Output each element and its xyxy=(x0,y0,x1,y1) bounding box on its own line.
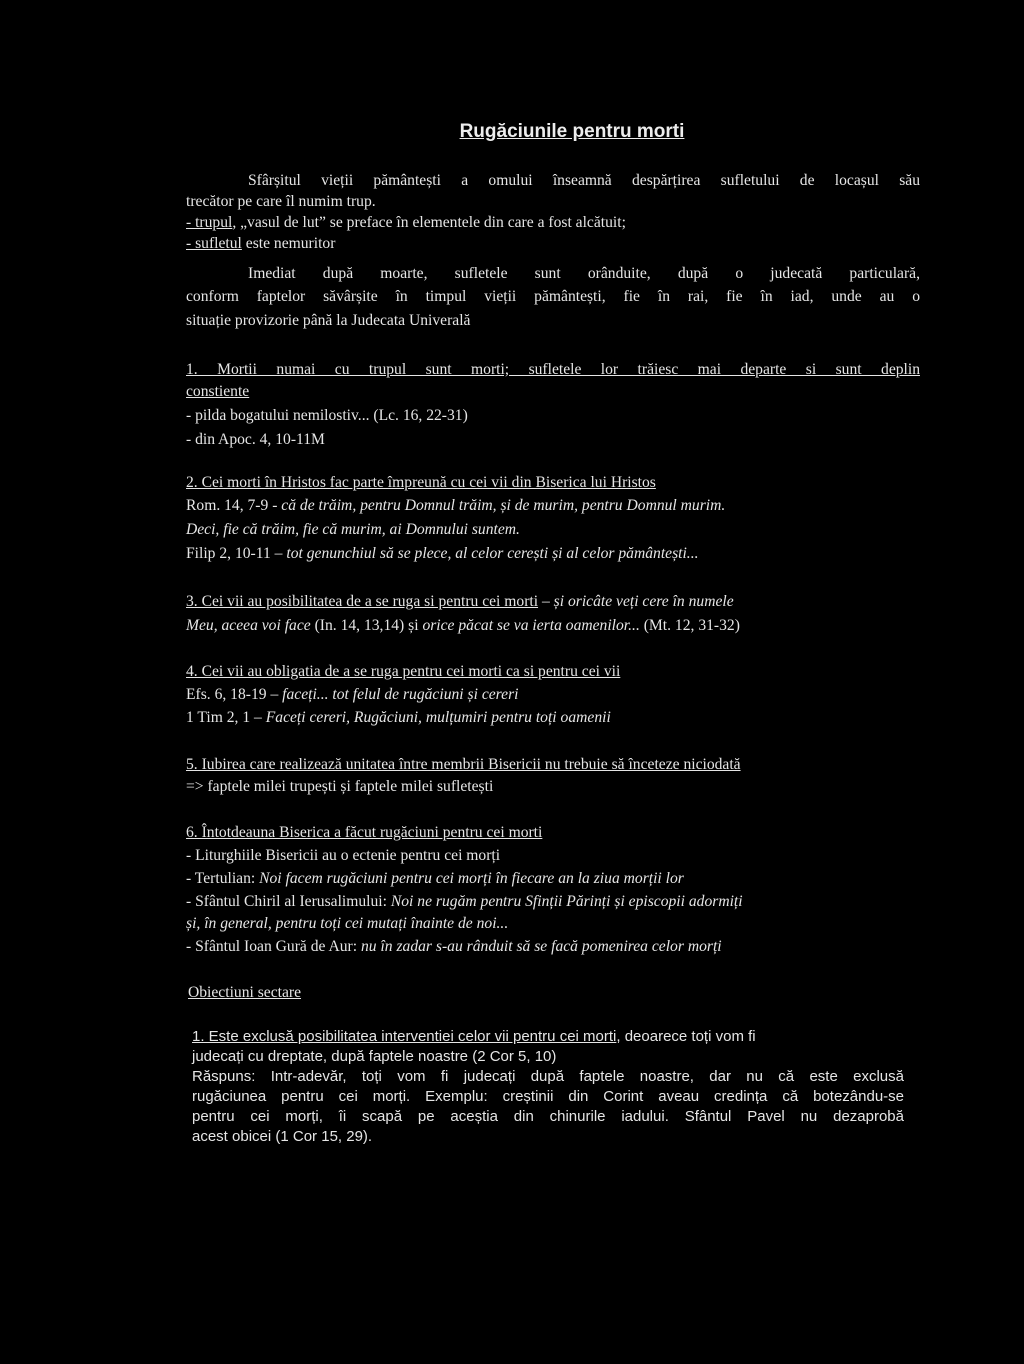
section-2-heading: 2. Cei morti în Hristos fac parte împreună cu cei vii din Biserica lui Hristos xyxy=(186,474,656,491)
section-2-ref-3: Filip 2, 10-11 – xyxy=(186,545,287,562)
section-6-author-3: - Sfântul Chiril al Ierusalimului: xyxy=(186,893,391,910)
section-5-heading: 5. Iubirea care realizează unitatea între membrii Bisericii nu trebuie să înceteze niciodată xyxy=(186,756,741,773)
intro-line-7: situație provizorie până la Judecata Univerală xyxy=(186,312,471,329)
section-2-line-1 xyxy=(186,496,725,516)
section-1-heading: 1. Mortii numai cu trupul sunt morti; sufletele lor trăiesc mai departe si sunt deplin xyxy=(186,361,920,378)
section-2-ref-1: Rom. 14, 7-9 - xyxy=(186,497,282,514)
section-6-quote-2: Noi facem rugăciuni pentru cei morți în fiecare an la ziua morții lor xyxy=(259,870,684,887)
intro-sufletul: - sufletul xyxy=(186,235,242,252)
section-2-quote-1: că de trăim, pentru Domnul trăim, și de murim, pentru Domnul murim. xyxy=(281,497,726,514)
sectare-line-4: rugăciunea pentru cei morți. Exemplu: creștinii din Corint aveau credința că botezându-se xyxy=(192,1088,904,1105)
intro-sufletul-text: este nemuritor xyxy=(241,235,336,252)
section-2-line-2: Deci, fie că trăim, fie că murim, ai Domnului suntem. xyxy=(186,521,520,538)
section-6-line-4: și, în general, pentru toți cei mutați înainte de noi... xyxy=(186,915,509,932)
intro-trupul: - trupul xyxy=(186,214,233,231)
section-4-quote-1: faceți... tot felul de rugăciuni și cereri xyxy=(282,686,519,703)
sectare-line-3: Răspuns: Intr-adevăr, toți vom fi judecați după faptele noastre, dar nu că este exclusă xyxy=(192,1068,904,1085)
intro-line-2: trecător pe care îl numim trup. xyxy=(186,193,376,210)
section-3-quote-1: și oricâte veți cere în numele xyxy=(553,593,734,610)
section-2-line-3 xyxy=(186,544,699,564)
intro-line-6: conform faptelor săvârșite în timpul vieții pământești, fie în rai, fie în iad, unde au o xyxy=(186,288,920,305)
section-1-line-1: - pilda bogatului nemilostiv... (Lc. 16, 22-31) xyxy=(186,407,468,424)
intro-line-3 xyxy=(186,213,626,233)
sectare-line-1 xyxy=(192,1027,904,1047)
sectare-line-5: pentru cei morți, îi scapă pe aceștia din chinurile iadului. Sfântul Pavel nu dezaprobă xyxy=(192,1108,904,1125)
section-6-quote-3: Noi ne rugăm pentru Sfinții Părinți și episcopii adormiți xyxy=(390,893,743,910)
section-6-line-2 xyxy=(186,869,684,889)
section-3-quote-3: orice păcat se va ierta oamenilor... xyxy=(422,617,640,634)
sectare-line-2: judecați cu dreptate, după faptele noastre (2 Cor 5, 10) xyxy=(192,1048,557,1065)
intro-line-4 xyxy=(186,234,335,254)
section-3-line-2 xyxy=(186,616,740,636)
intro-trupul-text: , „vasul de lut” se preface în elementele din care a fost alcătuit; xyxy=(232,214,626,231)
section-4-ref-2: 1 Tim 2, 1 – xyxy=(186,709,266,726)
section-6-line-5 xyxy=(186,937,722,957)
section-1-line-2: - din Apoc. 4, 10-11M xyxy=(186,431,325,448)
section-6-line-1: - Liturghiile Bisericii au o ectenie pentru cei morți xyxy=(186,847,501,864)
section-6-author-5: - Sfântul Ioan Gură de Aur: xyxy=(186,938,361,955)
intro-line-5: Imediat după moarte, sufletele sunt orânduite, după o judecată particulară, xyxy=(248,265,920,282)
section-4-line-1 xyxy=(186,685,518,705)
section-3-line-1 xyxy=(186,592,734,612)
sectare-line-6: acest obicei (1 Cor 15, 29). xyxy=(192,1128,373,1145)
section-4-heading: 4. Cei vii au obligatia de a se ruga pentru cei morti ca si pentru cei vii xyxy=(186,663,621,680)
section-6-heading: 6. Întotdeauna Biserica a făcut rugăciuni pentru cei morti xyxy=(186,824,543,841)
section-3-ref-2: (In. 14, 13,14) și xyxy=(310,617,423,634)
page-title: Rugăciunile pentru morti xyxy=(459,121,685,142)
section-6-author-2: - Tertulian: xyxy=(186,870,260,887)
section-4-quote-2: Faceți cereri, Rugăciuni, mulțumiri pentru toți oamenii xyxy=(265,709,611,726)
section-1-heading-cont: constiente xyxy=(186,383,250,400)
section-4-ref-1: Efs. 6, 18-19 – xyxy=(186,686,283,703)
section-3-ref-3: (Mt. 12, 31-32) xyxy=(639,617,740,634)
sectare-objection-1: 1. Este exclusă posibilitatea interventiei celor vii pentru cei morti xyxy=(192,1028,617,1045)
section-6-quote-5: nu în zadar s-au rânduit să se facă pomenirea celor morți xyxy=(360,938,722,955)
intro-line-1: Sfârșitul vieții pământești a omului înseamnă despărțirea sufletului de locașul său xyxy=(248,172,920,189)
section-6-line-3 xyxy=(186,892,743,912)
sectare-objection-1-rest: , deoarece toți vom fi xyxy=(616,1028,756,1045)
section-4-line-2 xyxy=(186,708,611,728)
section-5-line-1: => faptele milei trupești și faptele milei sufletești xyxy=(186,778,494,795)
section-3-quote-2: Meu, aceea voi face xyxy=(186,617,311,634)
section-3-heading: 3. Cei vii au posibilitatea de a se ruga si pentru cei morti xyxy=(186,593,539,610)
sectare-heading: Obiectiuni sectare xyxy=(188,984,302,1001)
section-3-dash: – xyxy=(538,593,554,610)
section-2-quote-3: tot genunchiul să se plece, al celor cerești și al celor pământești... xyxy=(286,545,699,562)
